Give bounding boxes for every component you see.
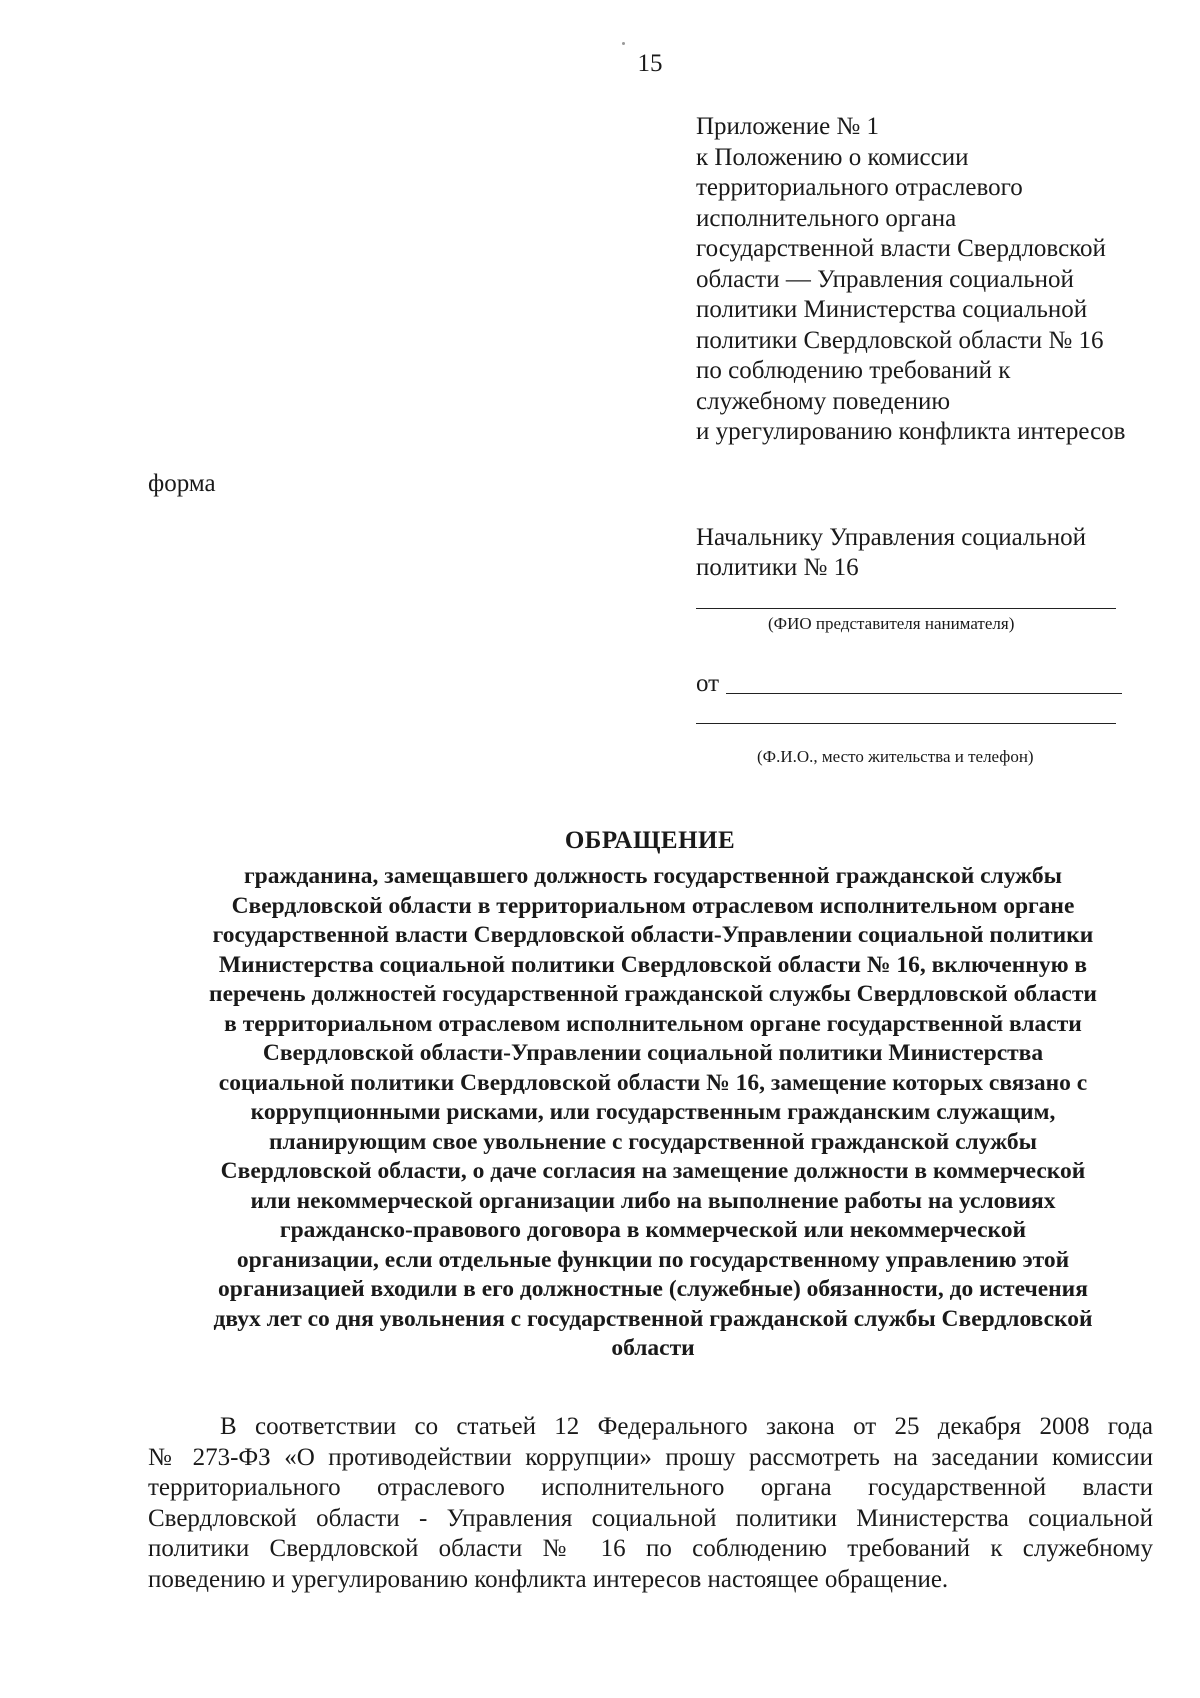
appendix-line: исполнительного органа xyxy=(696,204,957,232)
subtitle-line: государственной власти Свердловской области-Управлении социальной политики xyxy=(212,922,1094,948)
employer-name-blank-line[interactable] xyxy=(696,608,1116,609)
subtitle-line: организации, если отдельные функции по государственному управлению этой xyxy=(236,1246,1070,1273)
subtitle-line: или некоммерческой организации либо на выполнение работы на условиях xyxy=(250,1187,1056,1214)
appendix-line: к Положению о комиссии xyxy=(696,143,969,171)
appendix-line: Приложение № 1 xyxy=(696,113,880,140)
appendix-line: территориального отраслевого xyxy=(696,174,1023,201)
subtitle-line: коррупционными рисками, или государственным гражданским служащим, xyxy=(250,1099,1056,1125)
subtitle-line: в территориальном отраслевом исполнительном органе государственной власти xyxy=(224,1010,1082,1037)
body-line: территориального отраслевого исполнительного органа государственной власти xyxy=(148,1474,1153,1501)
body-line: Свердловской области - Управления социальной политики Министерства социальной xyxy=(148,1504,1153,1532)
addressee-line: Начальнику Управления социальной xyxy=(696,524,1087,551)
applicant-details-blank-line[interactable] xyxy=(696,723,1116,724)
appendix-line: области — Управления социальной xyxy=(696,265,1074,293)
body-paragraph xyxy=(148,1412,1153,1595)
subtitle-line: Министерства социальной политики Свердловской области № 16, включенную в xyxy=(218,951,1088,978)
subtitle-line: планирующим свое увольнение с государственной гражданской службы xyxy=(269,1128,1037,1155)
applicant-caption: (Ф.И.О., место жительства и телефон) xyxy=(757,747,1034,766)
appendix-line: политики Свердловской области № 16 xyxy=(696,326,1104,354)
subtitle-line: Свердловской области-Управлении социальной политики Министерства xyxy=(262,1040,1044,1066)
subtitle-line: Свердловской области в территориальном отраслевом исполнительном органе xyxy=(231,892,1075,919)
appendix-line: и урегулированию конфликта интересов xyxy=(696,418,1126,445)
addressee-block xyxy=(696,523,1126,583)
subtitle-line: Свердловской области, о даче согласия на замещение должности в коммерческой xyxy=(220,1158,1086,1184)
subtitle-line: социальной политики Свердловской области № 16, замещение которых связано с xyxy=(218,1069,1088,1096)
employer-name-caption: (ФИО представителя нанимателя) xyxy=(768,614,1015,633)
body-line: № 273-ФЗ «О противодействии коррупции» прошу рассмотреть на заседании комиссии xyxy=(148,1443,1153,1471)
page-number: 15 xyxy=(637,50,663,77)
appendix-block xyxy=(696,112,1176,448)
body-line: поведению и урегулированию конфликта интересов настоящее обращение. xyxy=(148,1565,949,1593)
from-label: от xyxy=(696,670,720,697)
addressee-line: политики № 16 xyxy=(696,554,859,581)
subtitle-line: организацией входили в его должностные (служебные) обязанности, до истечения xyxy=(218,1276,1088,1302)
appendix-line: по соблюдению требований к xyxy=(696,357,1011,384)
body-line: В соответствии со статьей 12 Федерального закона от 25 декабря 2008 года xyxy=(220,1413,1153,1440)
scan-speck xyxy=(622,42,625,45)
subtitle-line: двух лет со дня увольнения с государственной гражданской службы Свердловской xyxy=(213,1305,1093,1332)
subtitle-line: области xyxy=(611,1335,695,1361)
appendix-line: служебному поведению xyxy=(696,387,951,415)
subtitle-line: перечень должностей государственной гражданской службы Свердловской области xyxy=(209,981,1097,1007)
body-line: политики Свердловской области № 16 по соблюдению требований к служебному xyxy=(148,1535,1153,1562)
subtitle-line: гражданско-правового договора в коммерческой или некоммерческой xyxy=(279,1217,1027,1243)
document-subtitle xyxy=(148,862,1158,1364)
document-title: ОБРАЩЕНИЕ xyxy=(564,827,736,854)
appendix-line: государственной власти Свердловской xyxy=(696,235,1106,262)
applicant-name-blank-line[interactable] xyxy=(726,693,1122,694)
appendix-line: политики Министерства социальной xyxy=(696,296,1088,323)
subtitle-line: гражданина, замещавшего должность государственной гражданской службы xyxy=(244,863,1062,889)
form-label: форма xyxy=(148,470,216,497)
